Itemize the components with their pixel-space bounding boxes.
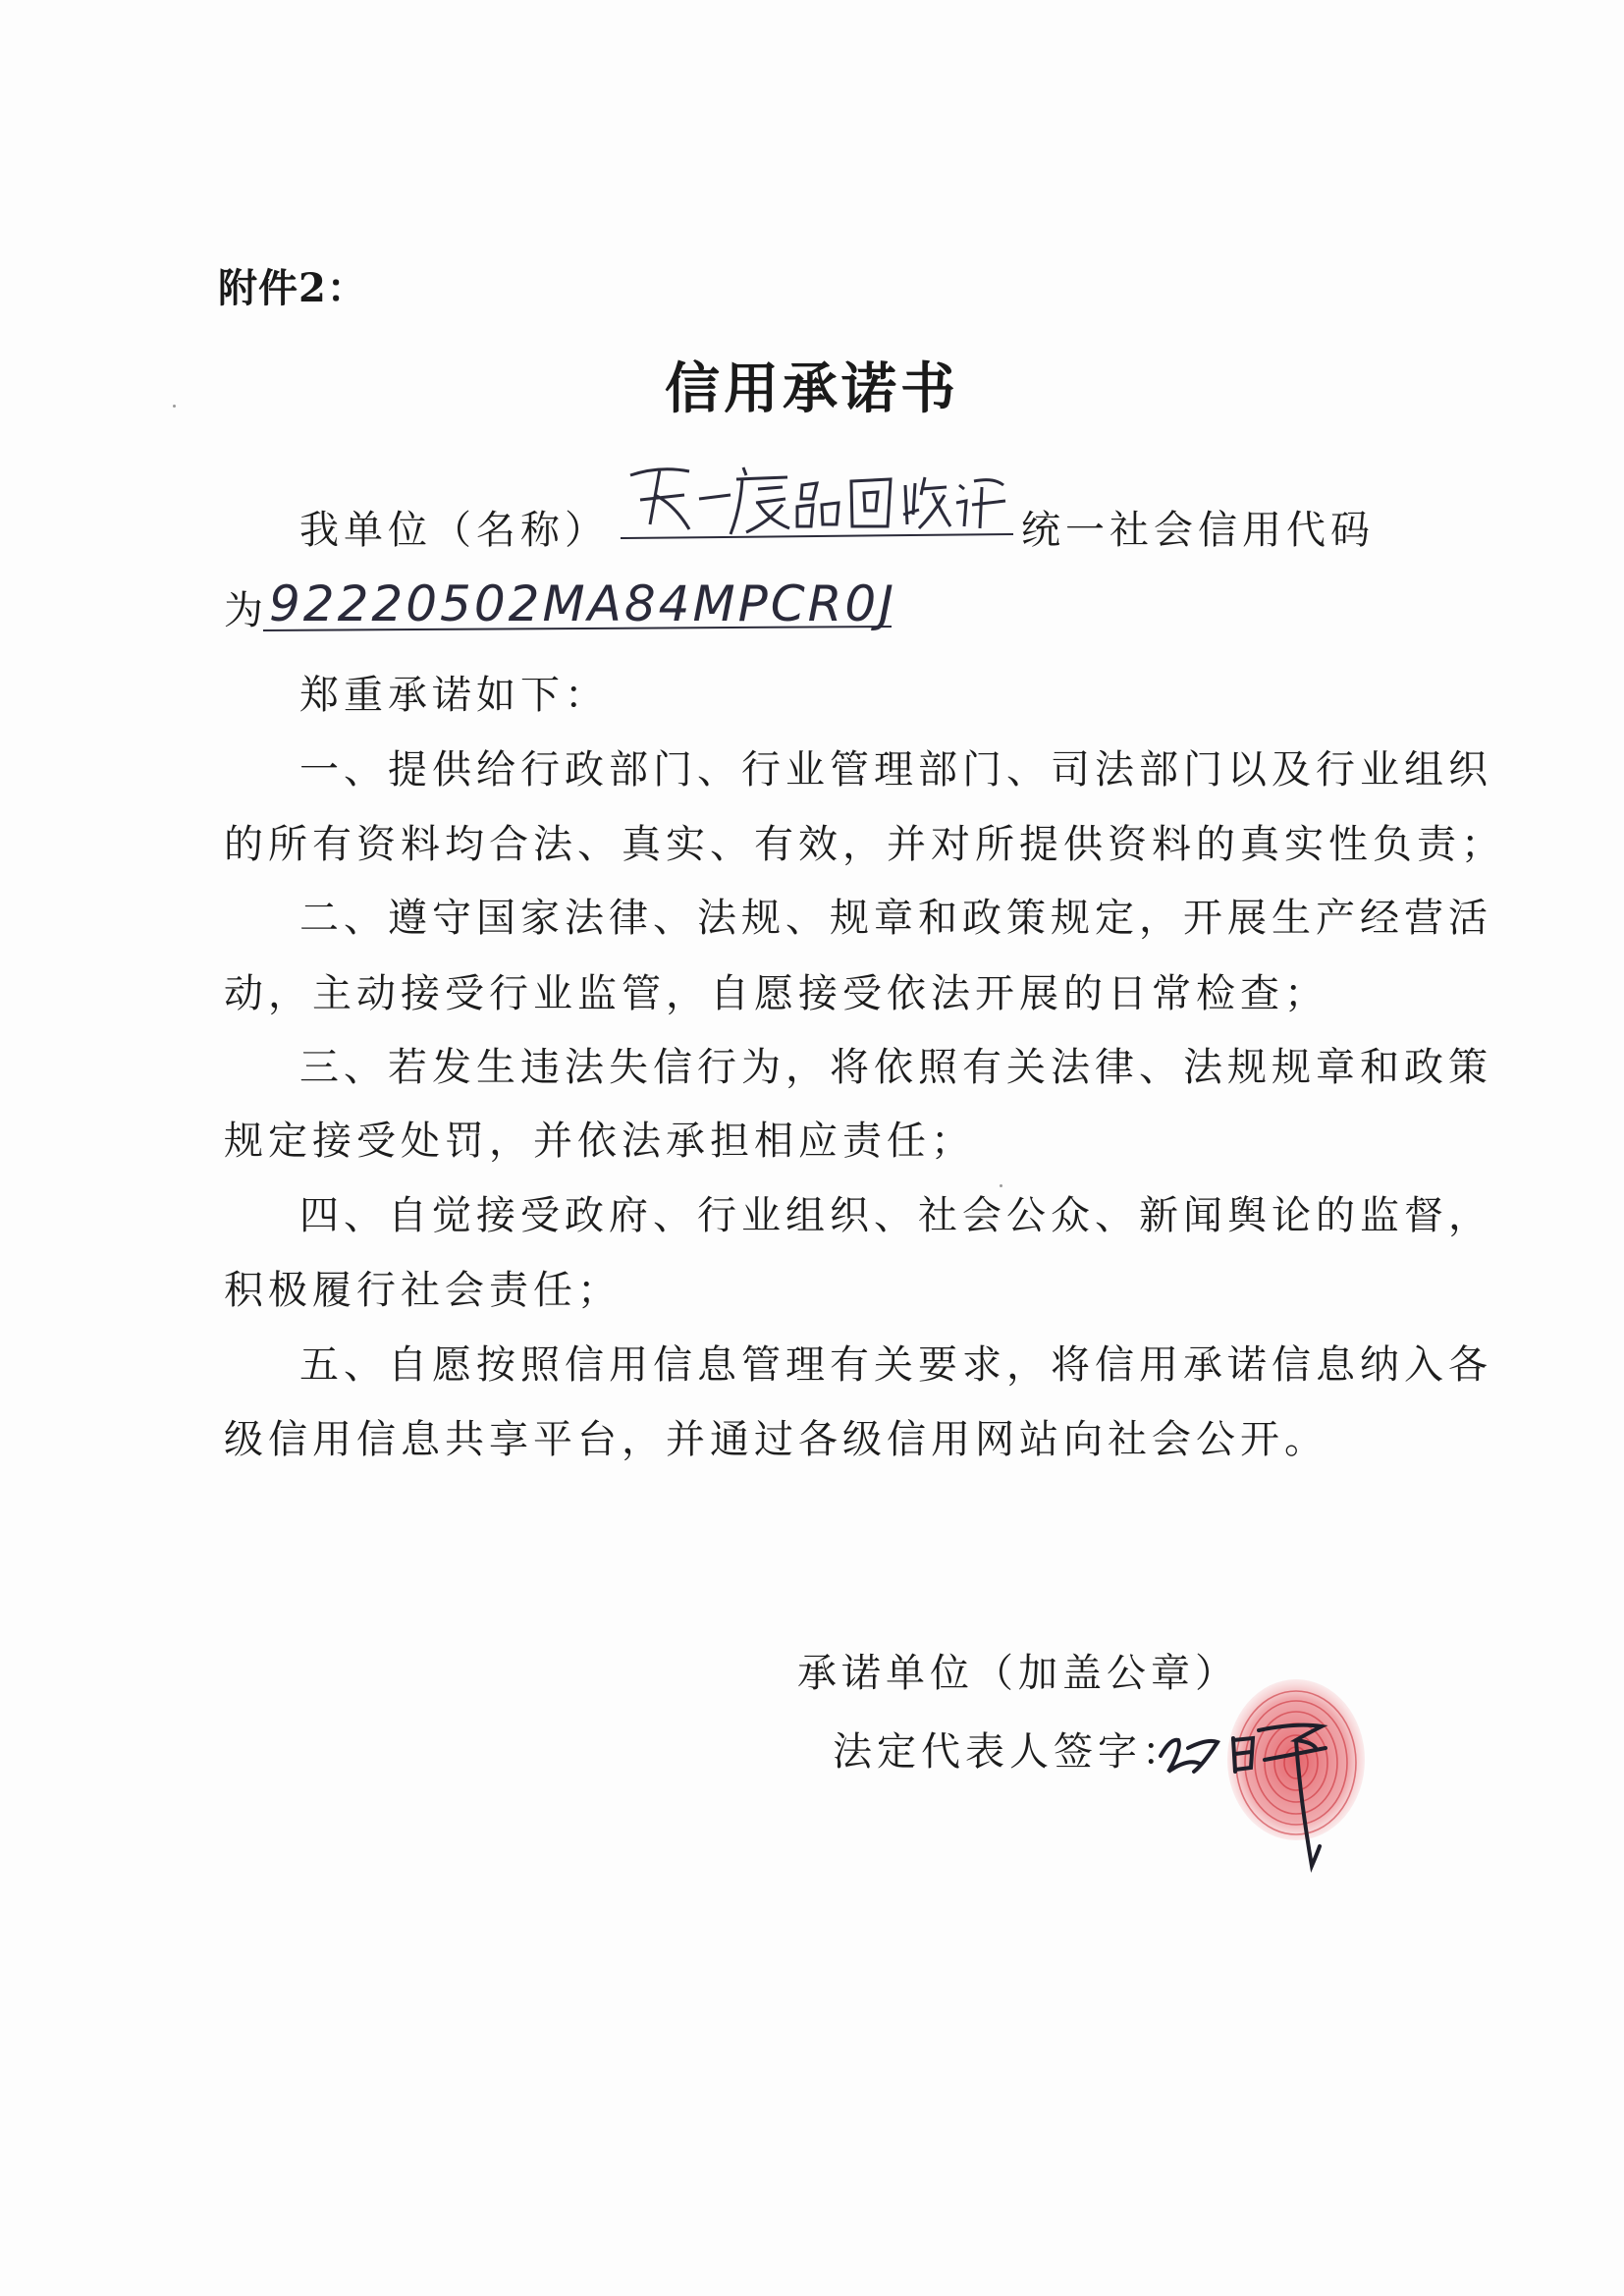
legal-rep-signature [1149,1669,1384,1895]
commitment-1-line-b: 的所有资料均合法、真实、有效，并对所提供资料的真实性负责； [224,822,1505,867]
intro-prefix: 我单位（名称） [299,508,609,553]
commitment-1-line-a: 一、提供给行政部门、行业管理部门、司法部门以及行业组织 [299,747,1492,793]
commitment-3-line-b: 规定接受处罚，并依法承担相应责任； [224,1119,975,1164]
intro-line-3: 郑重承诺如下： [299,673,609,718]
attachment-label: 附件2： [218,265,367,311]
intro-suffix: 统一社会信用代码 [1021,508,1375,553]
document-title: 信用承诺书 [665,356,959,421]
commitment-5-line-a: 五、自愿按照信用信息管理有关要求，将信用承诺信息纳入各 [299,1342,1492,1388]
company-name-handwriting [621,456,1013,544]
commitment-4-line-b: 积极履行社会责任； [224,1268,622,1313]
promising-unit-label: 承诺单位（加盖公章） [797,1651,1239,1696]
intro-line2-prefix: 为 [224,588,268,633]
intro-line-2 [224,579,268,635]
commitment-5-line-b: 级信用信息共享平台，并通过各级信用网站向社会公开。 [224,1417,1328,1462]
credit-code-handwriting [263,572,896,642]
scan-speck [173,405,176,408]
commitment-2-line-a: 二、遵守国家法律、法规、规章和政策规定，开展生产经营活 [299,896,1492,941]
intro-line-1 [299,499,609,555]
commitment-2-line-b: 动，主动接受行业监管，自愿接受依法开展的日常检查； [224,971,1328,1016]
intro-line-1-suffix [1021,499,1375,555]
credit-code-text: 92220502MA84MPCR0J [269,575,896,632]
commitment-4-line-a: 四、自觉接受政府、行业组织、社会公众、新闻舆论的监督， [299,1193,1492,1238]
commitment-3-line-a: 三、若发生违法失信行为，将依照有关法律、法规规章和政策 [299,1045,1492,1090]
scan-speck [1000,1184,1002,1187]
legal-rep-label: 法定代表人签字： [833,1729,1186,1775]
